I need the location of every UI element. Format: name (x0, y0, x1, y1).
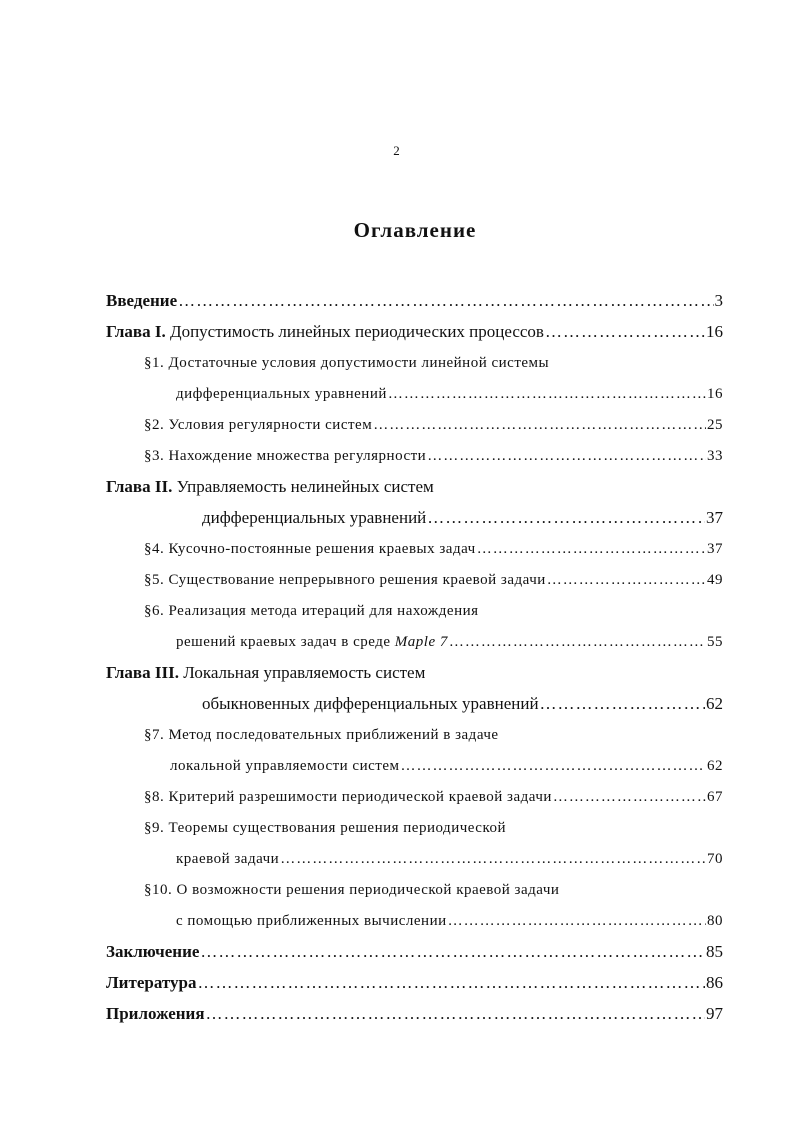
toc-label: краевой задачи (176, 851, 280, 867)
toc-label: §5. Существование непрерывного решения краевой задачи (144, 572, 546, 588)
toc-page: 55 (707, 634, 723, 650)
dot-leader (200, 942, 705, 962)
toc-page: 33 (707, 448, 723, 464)
dot-leader (553, 787, 706, 807)
toc-entry-section-10-line1[interactable] (106, 869, 723, 900)
chapter-prefix: Глава III. (106, 663, 179, 682)
toc-label: §9. Теоремы существования решения периодической (144, 820, 507, 836)
toc-page: 16 (706, 322, 723, 341)
toc-page: 37 (707, 541, 723, 557)
dot-leader (280, 849, 706, 869)
toc-page: 80 (707, 913, 723, 929)
dot-leader (448, 911, 706, 931)
toc-entry-section-7-line1[interactable] (106, 714, 723, 745)
chapter-title: Допустимость линейных периодических процессов (169, 322, 544, 341)
chapter-title: Локальная управляемость систем (183, 663, 426, 682)
toc-page: 86 (706, 973, 723, 992)
toc-label (176, 632, 448, 652)
toc-page: 49 (707, 572, 723, 588)
toc-label: §3. Нахождение множества регулярности (144, 448, 427, 464)
toc-label: дифференциальных уравнений (202, 508, 427, 527)
toc-label: §1. Достаточные условия допустимости линейной системы (144, 355, 550, 371)
toc-label: §7. Метод последовательных приближений в задаче (144, 727, 499, 743)
toc-label: §6. Реализация метода итераций для нахождения (144, 603, 479, 619)
toc-entry-section-1-line2[interactable] (106, 373, 723, 404)
toc-entry-section-6-line2[interactable] (106, 621, 723, 652)
toc-label: §10. О возможности решения периодической краевой задачи (144, 882, 560, 898)
toc-entry-section-4[interactable] (106, 528, 723, 559)
toc-label (106, 663, 425, 683)
chapter-prefix: Глава II. (106, 477, 173, 496)
toc-label: §8. Критерий разрешимости периодической краевой задачи (144, 789, 552, 805)
toc-entry-section-2[interactable] (106, 404, 723, 435)
toc-entry-chapter-2-line2[interactable] (106, 497, 723, 528)
dot-leader (388, 384, 706, 404)
toc-label: §4. Кусочно-постоянные решения краевых задач (144, 541, 476, 557)
software-name: Maple 7 (394, 634, 448, 650)
toc-entry-section-3[interactable] (106, 435, 723, 466)
toc-label: Заключение (106, 942, 200, 961)
dot-leader (477, 539, 706, 559)
toc-page: 70 (707, 851, 723, 867)
toc-page: 97 (706, 1004, 723, 1023)
chapter-prefix: Глава I. (106, 322, 166, 341)
toc-entry-literature[interactable] (106, 962, 723, 993)
toc-page: 37 (706, 508, 723, 527)
dot-leader (545, 322, 705, 342)
toc-page: 3 (714, 291, 723, 310)
toc-entry-chapter-2-line1[interactable] (106, 466, 723, 497)
toc-label: обыкновенных дифференциальных уравнений (202, 694, 539, 713)
toc-entry-appendix[interactable] (106, 993, 723, 1024)
toc-label: §2. Условия регулярности систем (144, 417, 373, 433)
toc-entry-section-9-line1[interactable] (106, 807, 723, 838)
table-of-contents (106, 280, 723, 1024)
dot-leader (373, 415, 706, 435)
toc-page: 62 (707, 758, 723, 774)
toc-entry-conclusion[interactable] (106, 931, 723, 962)
dot-leader (427, 446, 706, 466)
toc-label (106, 322, 544, 342)
toc-entry-section-7-line2[interactable] (106, 745, 723, 776)
toc-entry-section-8[interactable] (106, 776, 723, 807)
dot-leader (178, 291, 713, 311)
toc-entry-chapter-1[interactable] (106, 311, 723, 342)
toc-entry-intro[interactable] (106, 280, 723, 311)
toc-label: локальной управляемости систем (170, 758, 400, 774)
toc-label: с помощью приближенных вычислении (176, 913, 447, 929)
toc-entry-section-6-line1[interactable] (106, 590, 723, 621)
toc-entry-section-10-line2[interactable] (106, 900, 723, 931)
toc-page: 16 (707, 386, 723, 402)
section-title: решений краевых задач в среде (176, 634, 391, 650)
toc-page: 85 (706, 942, 723, 961)
toc-label: Литература (106, 973, 197, 992)
chapter-title: Управляемость нелинейных систем (176, 477, 434, 496)
toc-label: Приложения (106, 1004, 205, 1023)
dot-leader (197, 973, 705, 993)
page-number: 2 (393, 143, 400, 158)
toc-entry-section-5[interactable] (106, 559, 723, 590)
toc-label: дифференциальных уравнений (176, 386, 387, 402)
toc-label: Введение (106, 291, 178, 310)
toc-page: 67 (707, 789, 723, 805)
dot-leader (449, 632, 706, 652)
toc-label (106, 477, 434, 497)
dot-leader (547, 570, 706, 590)
dot-leader (206, 1004, 705, 1024)
toc-entry-section-9-line2[interactable] (106, 838, 723, 869)
toc-page: 62 (706, 694, 723, 713)
dot-leader (400, 756, 706, 776)
dot-leader (540, 694, 705, 714)
page-title: Оглавление (353, 218, 477, 242)
toc-page: 25 (707, 417, 723, 433)
toc-entry-chapter-3-line1[interactable] (106, 652, 723, 683)
dot-leader (427, 508, 705, 528)
toc-entry-chapter-3-line2[interactable] (106, 683, 723, 714)
toc-entry-section-1-line1[interactable] (106, 342, 723, 373)
